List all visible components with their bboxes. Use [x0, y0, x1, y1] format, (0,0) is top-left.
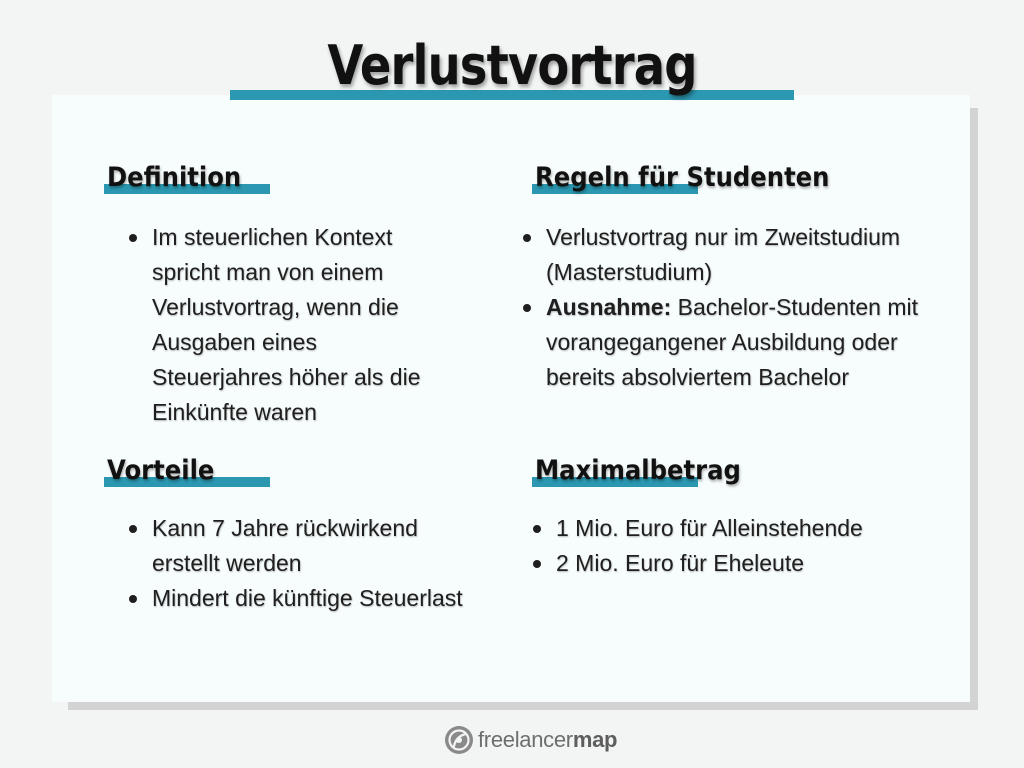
section-title-vorteile: Vorteile — [107, 455, 215, 486]
vorteile-list — [128, 511, 524, 616]
freelancermap-logo — [444, 722, 617, 758]
title-block — [230, 30, 794, 102]
section-heading — [104, 162, 494, 198]
section-heading — [104, 455, 524, 491]
list-item — [522, 220, 946, 290]
list-item: 1 Mio. Euro für Alleinstehende — [532, 511, 956, 546]
section-regeln-fuer-studenten — [532, 162, 972, 395]
page-title: Verlustvortrag — [327, 34, 697, 97]
section-title-definition: Definition — [107, 162, 242, 193]
definition-list — [128, 220, 494, 430]
list-item: Im steuerlichen Kontext spricht man von einem Verlustvortrag, wenn die Ausgaben eines Steuerjahres höher als die Einkünfte waren — [128, 220, 442, 430]
list-item — [522, 290, 956, 395]
logo-wordmark — [478, 727, 617, 753]
section-title-regeln: Regeln für Studenten — [535, 162, 830, 193]
section-maximalbetrag — [532, 455, 952, 581]
list-item: Mindert die künftige Steuerlast — [128, 581, 532, 616]
logo-text-bold: map — [572, 727, 618, 752]
section-vorteile — [104, 455, 524, 616]
list-item-text: Verlustvortrag nur im Zweitstudium (Masterstudium) — [546, 224, 901, 285]
section-heading — [532, 455, 952, 491]
section-heading — [532, 162, 972, 198]
section-definition — [104, 162, 494, 430]
list-item: Kann 7 Jahre rückwirkend erstellt werden — [128, 511, 452, 581]
maximalbetrag-list — [532, 511, 952, 581]
list-item-emphasis: Ausnahme: — [546, 294, 672, 320]
freelancermap-logo-icon — [444, 725, 474, 755]
list-item: 2 Mio. Euro für Eheleute — [532, 546, 956, 581]
regeln-list — [522, 220, 972, 395]
list-item-text: Bachelor-Studenten mit vorangegangener Ausbildung oder bereits absolviertem Bachelor — [546, 294, 918, 390]
logo-text-light: freelancer — [478, 727, 573, 752]
section-title-maximalbetrag: Maximalbetrag — [535, 455, 741, 486]
